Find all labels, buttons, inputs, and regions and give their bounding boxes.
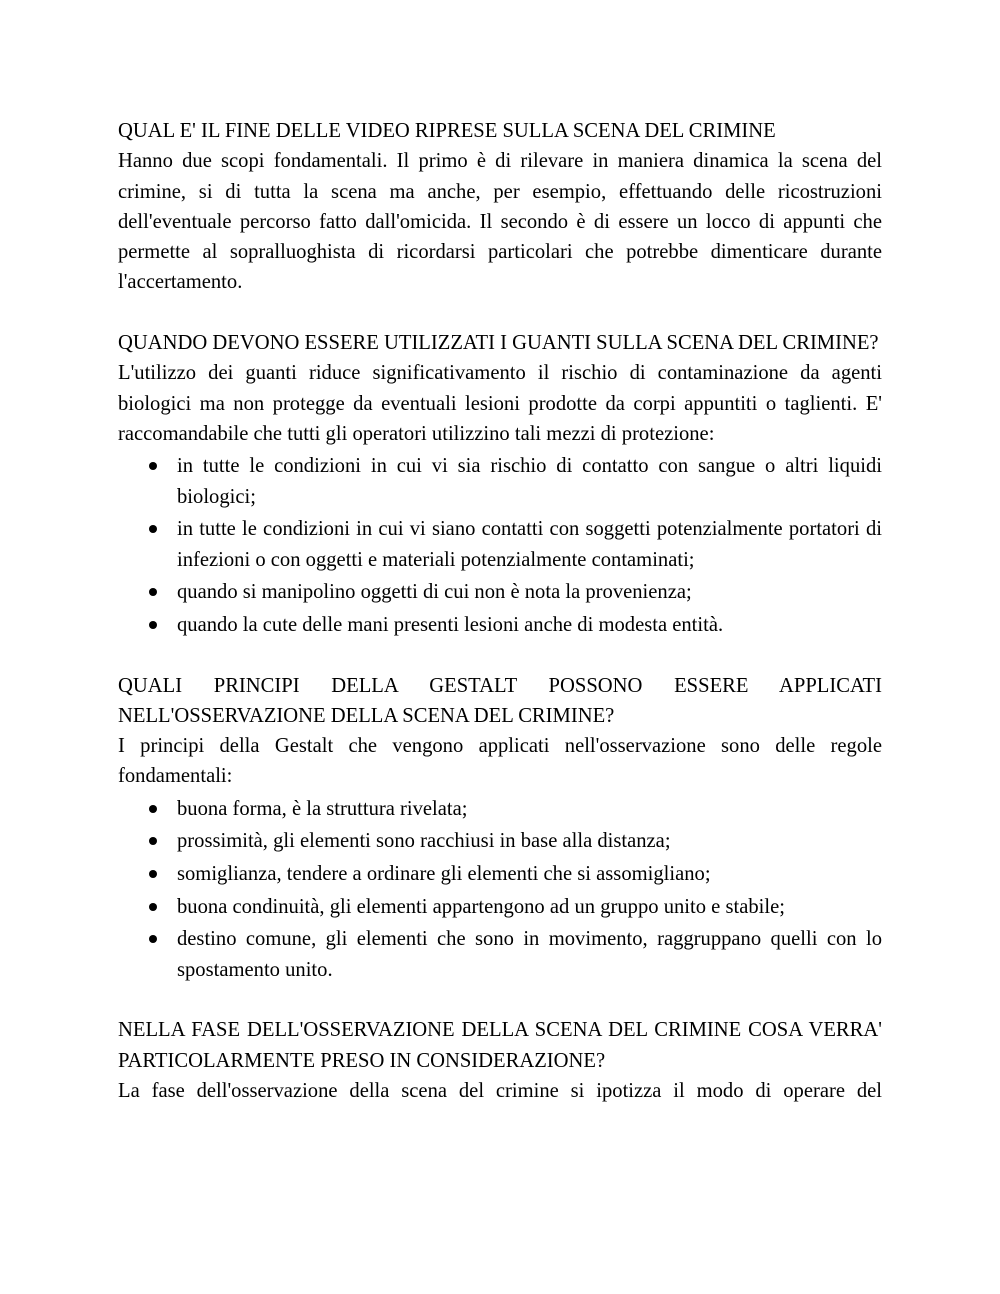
section-osservazione — [118, 1015, 882, 1106]
bullet-icon — [149, 588, 157, 596]
list-item-text: buona forma, è la struttura rivelata; — [177, 797, 468, 820]
bullet-list — [118, 794, 882, 985]
question-heading: NELLA FASE DELL'OSSERVAZIONE DELLA SCENA DEL CRIMINE COSA VERRA' PARTICOLARMENTE PRESO IN CONSIDERAZIONE? — [118, 1019, 882, 1072]
question-heading: QUAL E' IL FINE DELLE VIDEO RIPRESE SULLA SCENA DEL CRIMINE — [118, 120, 776, 142]
answer-paragraph: I principi della Gestalt che vengono applicati nell'osservazione sono delle regole fondamentali: — [118, 735, 882, 788]
list-item-text: somiglianza, tendere a ordinare gli elementi che si assomigliano; — [177, 863, 711, 886]
list-item — [177, 892, 882, 922]
list-item-text: quando la cute delle mani presenti lesioni anche di modesta entità. — [177, 613, 724, 636]
answer-paragraph: Hanno due scopi fondamentali. Il primo è di rilevare in maniera dinamica la scena del crimine, si di tutta la scena ma anche, per esempio, effettuando delle ricostruzioni dell'eventuale percorso fatto dall'omicida. Il secondo è di essere un locco di appunti che permette al sopralluoghista di ricordarsi particolari che potrebbe dimenticare durante l'accertamento. — [118, 150, 882, 294]
bullet-icon — [149, 903, 157, 911]
section-video-riprese — [118, 116, 882, 298]
list-item-text: destino comune, gli elementi che sono in movimento, raggruppano quelli con lo spostamento unito. — [177, 928, 882, 981]
bullet-icon — [149, 837, 157, 845]
bullet-icon — [149, 525, 157, 533]
list-item-text: quando si manipolino oggetti di cui non è nota la provenienza; — [177, 581, 692, 604]
question-heading: QUALI PRINCIPI DELLA GESTALT POSSONO ESSERE APPLICATI NELL'OSSERVAZIONE DELLA SCENA DEL CRIMINE? — [118, 674, 882, 727]
question-heading: QUANDO DEVONO ESSERE UTILIZZATI I GUANTI SULLA SCENA DEL CRIMINE? — [118, 332, 879, 355]
bullet-icon — [149, 935, 157, 943]
list-item — [177, 577, 882, 607]
bullet-icon — [149, 621, 157, 629]
list-item — [177, 610, 882, 640]
bullet-icon — [149, 462, 157, 470]
list-item-text: in tutte le condizioni in cui vi siano contatti con soggetti potenzialmente portatori di infezioni o con oggetti e materiali potenzialmente contaminati; — [177, 518, 882, 571]
list-item-text: buona condinuità, gli elementi appartengono ad un gruppo unito e stabile; — [177, 895, 785, 918]
list-item — [177, 794, 882, 824]
answer-paragraph: L'utilizzo dei guanti riduce significativamento il rischio di contaminazione da agenti biologici ma non protegge da eventuali lesioni prodotte da corpi appuntiti o taglienti. E' raccomandabile che tutti gli operatori utilizzino tali mezzi di protezione: — [118, 362, 882, 445]
list-item — [177, 451, 882, 512]
document-page — [118, 116, 882, 1137]
section-guanti — [118, 328, 882, 640]
list-item-text: prossimità, gli elementi sono racchiusi in base alla distanza; — [177, 830, 671, 853]
list-item — [177, 826, 882, 856]
section-gestalt — [118, 671, 882, 986]
bullet-list — [118, 451, 882, 640]
answer-paragraph: La fase dell'osservazione della scena del crimine si ipotizza il modo di operare del — [118, 1079, 882, 1102]
list-item — [177, 924, 882, 985]
list-item — [177, 514, 882, 575]
list-item-text: in tutte le condizioni in cui vi sia rischio di contatto con sangue o altri liquidi biologici; — [177, 455, 882, 508]
list-item — [177, 859, 882, 889]
bullet-icon — [149, 805, 157, 813]
bullet-icon — [149, 870, 157, 878]
